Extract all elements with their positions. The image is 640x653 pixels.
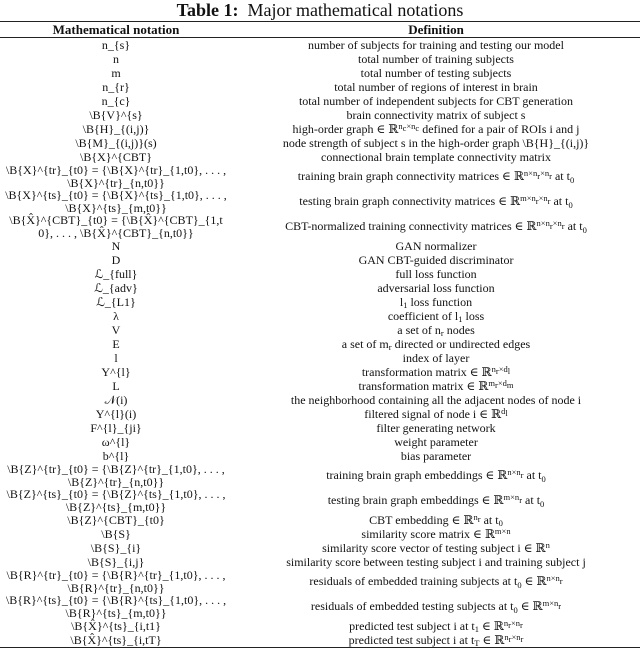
table-row xyxy=(0,555,640,569)
definition-cell: a set of $m_r$ directed or undirected edges xyxy=(341,336,531,353)
table-row xyxy=(0,594,640,619)
definition-cell: connectional brain template connectivity matrix xyxy=(321,149,551,164)
notation-cell: m xyxy=(111,65,121,80)
notation-cell: N xyxy=(111,238,121,253)
table-row xyxy=(0,94,640,108)
definition-cell: bias parameter xyxy=(400,448,472,463)
definition-cell: residuals of embedded training subjects at $t_0$ ∈ ℝ$^{n\times n_r}$ xyxy=(309,573,563,590)
notation-cell: \B{X}^{tr}_{t0} = {\B{X}^{tr}_{1,t0}, . . . , \B{X}^{tr}_{n,t0}} xyxy=(5,163,227,190)
table-row xyxy=(0,527,640,541)
table-title: Major mathematical notations xyxy=(247,0,464,20)
definition-cell: testing brain graph connectivity matrices ∈ ℝ$^{m\times n_r\times n_r}$ at $t_0$ xyxy=(299,193,573,210)
table-row xyxy=(0,435,640,449)
table-row xyxy=(0,309,640,323)
notation-cell: ℒ_{full} xyxy=(94,266,138,281)
definition-cell: similarity score vector of testing subject i ∈ ℝ$^n$ xyxy=(322,539,550,555)
notation-cell: Y^{l}(i) xyxy=(95,406,137,421)
header-definition: Definition xyxy=(408,21,464,37)
notation-cell: \B{X}^{ts}_{t0} = {\B{X}^{ts}_{1,t0}, . . . , \B{X}^{ts}_{m,t0}} xyxy=(5,188,227,215)
notation-cell: \B{Z}^{ts}_{t0} = {\B{Z}^{ts}_{1,t0}, . . . , \B{Z}^{ts}_{m,t0}} xyxy=(6,487,226,514)
definition-cell: CBT-normalized training connectivity matrices ∈ ℝ$^{n\times n_r\times n_r}$ at $t_0$ xyxy=(285,218,587,235)
definition-cell: total number of independent subjects for CBT generation xyxy=(298,93,574,108)
notation-cell: n_{s} xyxy=(101,37,131,52)
table-row xyxy=(0,66,640,80)
definition-cell: training brain graph embeddings ∈ ℝ$^{n\times n_r}$ at $t_0$ xyxy=(326,467,546,484)
notation-cell: \B{R}^{tr}_{t0} = {\B{R}^{tr}_{1,t0}, . . . , \B{R}^{tr}_{n,t0}} xyxy=(6,568,226,595)
table-row xyxy=(0,337,640,351)
table-row xyxy=(0,122,640,136)
notation-cell: n_{c} xyxy=(101,93,131,108)
definition-cell: transformation matrix ∈ ℝ$^{m_r\times d_m}$ xyxy=(358,377,514,393)
notation-cell: ω^{l} xyxy=(101,434,131,449)
definition-cell: similarity score matrix ∈ ℝ$^{m\times n}$ xyxy=(361,525,511,541)
notation-cell: \B{S}_{i} xyxy=(90,540,142,555)
notation-cell: \B{Z}^{CBT}_{t0} xyxy=(67,512,165,527)
definition-cell: training brain graph connectivity matrices ∈ ℝ$^{n\times n_r\times n_r}$ at $t_0$ xyxy=(297,168,575,185)
definition-cell: $l_1$ loss function xyxy=(399,294,473,311)
notation-cell: \B{X̂}^{CBT}_{t0} = {\B{X̂}^{CBT}_{1,t0}, . . . , \B{X̂}^{CBT}_{n,t0}} xyxy=(9,213,223,240)
definition-cell: transformation matrix ∈ ℝ$^{n_r\times d_l}$ xyxy=(361,363,511,379)
notation-cell: L xyxy=(112,378,120,393)
definition-cell: node strength of subject s in the high-order graph \B{H}_{(i,j)} xyxy=(282,135,590,150)
table-row xyxy=(0,38,640,53)
definition-cell: residuals of embedded testing subjects at $t_0$ ∈ ℝ$^{m\times n_r}$ xyxy=(310,598,562,615)
definition-cell: similarity score between testing subject i and training subject j xyxy=(286,554,586,569)
table-row xyxy=(0,323,640,337)
definition-cell: the neighborhood containing all the adjacent nodes of node i xyxy=(290,392,582,407)
notation-cell: Y^{l} xyxy=(101,364,131,379)
table-row xyxy=(0,421,640,435)
notation-cell: E xyxy=(112,336,120,351)
definition-cell: GAN CBT-guided discriminator xyxy=(358,252,514,267)
table-row xyxy=(0,407,640,421)
table-row xyxy=(0,449,640,463)
definition-cell: CBT embedding ∈ ℝ$^{n_r}$ at $t_0$ xyxy=(369,511,503,529)
definition-cell: number of subjects for training and testing our model xyxy=(308,37,564,52)
table-label: Table 1: xyxy=(176,0,239,20)
definition-cell: predicted test subject i at $t_1$ ∈ ℝ$^{n_r\times n_r}$ xyxy=(349,617,523,635)
notation-cell: λ xyxy=(113,308,119,323)
header-row xyxy=(0,22,640,38)
definition-cell: predicted test subject i at $t_T$ ∈ ℝ$^{n_r\times n_r}$ xyxy=(348,631,524,649)
table-row xyxy=(0,379,640,393)
table-row xyxy=(0,488,640,513)
table-row xyxy=(0,164,640,189)
table-row xyxy=(0,619,640,633)
definition-cell: adversarial loss function xyxy=(377,280,495,295)
notation-cell: \B{V}^{s} xyxy=(89,107,143,122)
notation-cell: b^{l} xyxy=(102,448,130,463)
table-row xyxy=(0,80,640,94)
notation-cell: F^{l}_{ji} xyxy=(90,420,142,435)
table-row xyxy=(0,136,640,150)
definition-cell: total number of regions of interest in brain xyxy=(334,79,538,94)
definition-cell: filtered signal of node i ∈ ℝ$^{d_l}$ xyxy=(364,405,508,421)
notation-cell: \B{X̂}^{ts}_{i,t1} xyxy=(71,618,161,633)
table-row xyxy=(0,463,640,488)
notation-cell: \B{X}^{CBT} xyxy=(79,149,152,164)
header-notation: Mathematical notation xyxy=(52,21,180,37)
notation-cell: \B{X̂}^{ts}_{i,tT} xyxy=(70,632,162,647)
table-row xyxy=(0,52,640,66)
table-row xyxy=(0,150,640,164)
notation-cell: n_{r} xyxy=(102,79,130,94)
table-row xyxy=(0,108,640,122)
notation-cell: ℒ_{adv} xyxy=(94,280,138,295)
definition-cell: high-order graph ∈ ℝ$^{n_c\times n_c}$ defined for a pair of ROIs i and j xyxy=(292,120,580,136)
notation-cell: \B{M}_{(i,j)}(s) xyxy=(75,135,157,150)
definition-cell: coefficient of $l_1$ loss xyxy=(387,308,485,325)
definition-cell: index of layer xyxy=(402,350,470,365)
definition-cell: total number of training subjects xyxy=(358,51,514,66)
definition-cell: filter generating network xyxy=(376,420,496,435)
definition-cell: full loss function xyxy=(395,266,477,281)
table-row xyxy=(0,214,640,239)
table-row xyxy=(0,253,640,267)
table-caption xyxy=(0,0,640,21)
definition-cell: total number of testing subjects xyxy=(360,65,512,80)
table-row xyxy=(0,393,640,407)
table-row xyxy=(0,541,640,555)
notation-cell: \B{Z}^{tr}_{t0} = {\B{Z}^{tr}_{1,t0}, . . . , \B{Z}^{tr}_{n,t0}} xyxy=(7,462,225,489)
definition-cell: a set of $n_r$ nodes xyxy=(397,322,475,339)
table-row xyxy=(0,365,640,379)
table-row xyxy=(0,239,640,253)
definition-cell: weight parameter xyxy=(394,434,478,449)
definition-cell: brain connectivity matrix of subject s xyxy=(346,107,526,122)
notation-cell: \B{S} xyxy=(101,526,131,541)
notation-cell: ℒ_{L1} xyxy=(96,294,136,309)
notation-cell: \B{R}^{ts}_{t0} = {\B{R}^{ts}_{1,t0}, . . . , \B{R}^{ts}_{m,t0}} xyxy=(5,593,227,620)
notation-cell: n xyxy=(113,51,119,66)
notation-cell: 𝒩(i) xyxy=(104,392,128,407)
notation-cell: V xyxy=(111,322,121,337)
notation-cell: \B{H}_{(i,j)} xyxy=(82,121,150,136)
notation-cell: l xyxy=(114,350,118,365)
notation-cell: \B{S}_{i,j} xyxy=(87,554,145,569)
notation-table xyxy=(0,21,640,648)
definition-cell: testing brain graph embeddings ∈ ℝ$^{m\times n_r}$ at $t_0$ xyxy=(327,492,545,509)
table-row xyxy=(0,351,640,365)
definition-cell: GAN normalizer xyxy=(395,238,477,253)
table-row xyxy=(0,295,640,309)
table-row xyxy=(0,513,640,527)
table-row xyxy=(0,267,640,281)
table-row xyxy=(0,189,640,214)
notation-cell: D xyxy=(111,252,121,267)
table-row xyxy=(0,633,640,648)
table-row xyxy=(0,569,640,594)
table-row xyxy=(0,281,640,295)
